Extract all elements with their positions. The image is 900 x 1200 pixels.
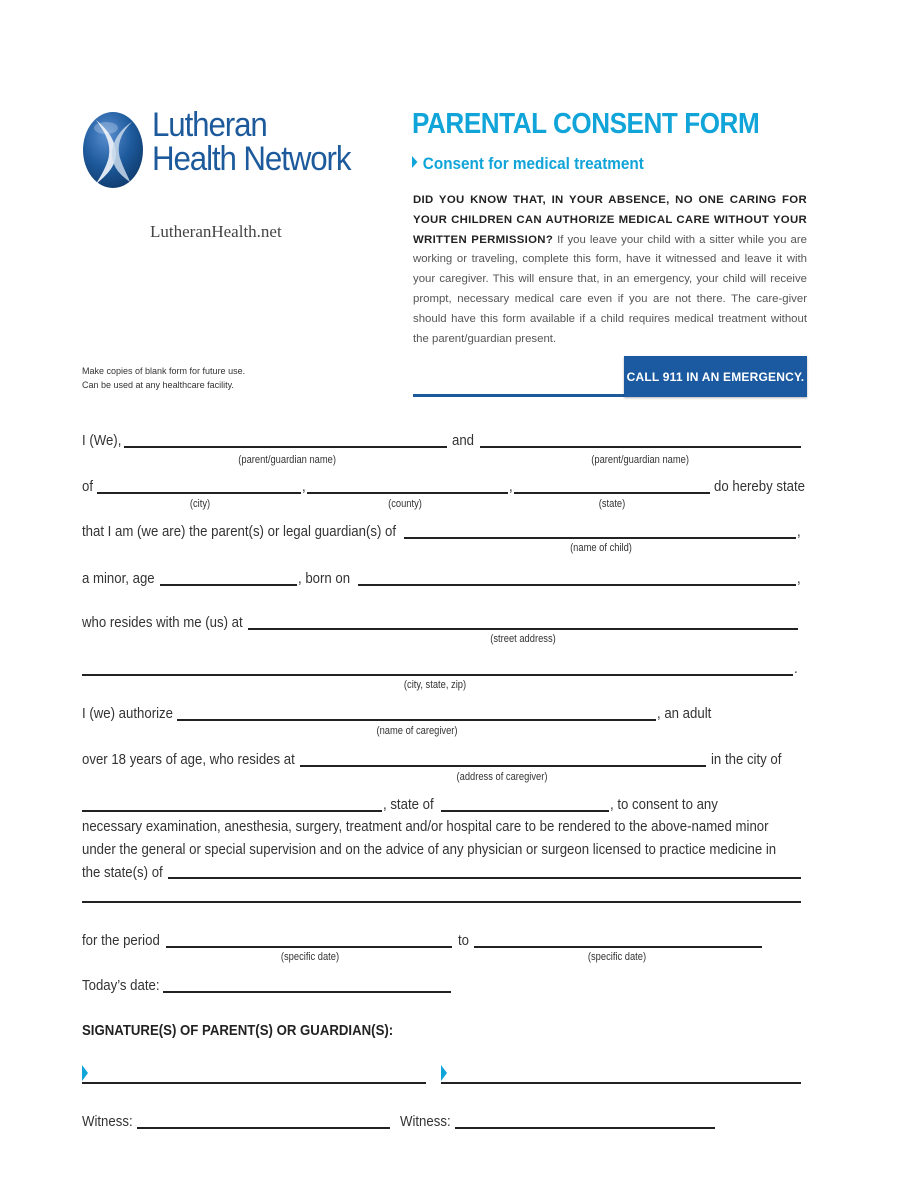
parent-guardian-name-2-field[interactable] [480,446,801,448]
parent-signature-1-field[interactable] [82,1082,426,1084]
subtitle [412,154,644,174]
caregiver-name-field[interactable] [177,719,656,721]
row7-suffix: , an adult [657,705,712,722]
arrow-right-icon [441,1065,447,1081]
row5-prefix: who resides with me (us) at [82,614,243,631]
row4-comma: , [797,570,801,587]
row7-prefix: I (we) authorize [82,705,173,722]
row8-suffix: in the city of [711,751,782,768]
state-field[interactable] [514,492,710,494]
usage-note [82,364,245,392]
witness-2-label: Witness: [400,1113,451,1130]
witness-1-field[interactable] [137,1127,390,1129]
licensed-states-field-continued[interactable] [82,901,801,903]
intro-body: If you leave your child with a sitter while you are working or traveling, complete this form, have it witnessed and leave it with your caregiver. This will ensure that, in an emergency, your child will receive prompt, necessary medical care even if you are not there. The care-giver should have this form available if a child requires medical treatment without the parent/guardian present. [413,233,807,345]
row9-suffix: , to consent to any [610,796,718,813]
consent-text-line-1: necessary examination, anesthesia, surgery, treatment and/or hospital care to be rendered to the above-named minor [82,818,769,835]
hint-address-of-caregiver: (address of caregiver) [456,771,548,783]
logo-wordmark [152,108,350,176]
row2-prefix: of [82,478,94,495]
row6-period: . [794,660,798,677]
website-link[interactable]: LutheranHealth.net [150,222,282,241]
page-title: PARENTAL CONSENT FORM [412,108,760,140]
emergency-banner: CALL 911 IN AN EMERGENCY. [624,356,807,397]
usage-note-line-1: Make copies of blank form for future use. [82,366,246,376]
parent-guardian-name-1-field[interactable] [124,446,447,448]
street-address-field[interactable] [248,628,798,630]
caregiver-city-field[interactable] [82,810,382,812]
row2-suffix: do hereby state [714,478,805,495]
lutheran-health-logo-icon [82,110,144,190]
caregiver-state-field[interactable] [441,810,609,812]
witness-1-label: Witness: [82,1113,133,1130]
logo-line-1: Lutheran [152,106,267,144]
hint-city: (city) [189,498,211,510]
row2-comma-2: , [509,478,513,495]
hint-parent-guardian-name-1: (parent/guardian name) [238,454,336,466]
row1-and: and [452,432,475,449]
intro-paragraph [413,191,807,349]
hint-street-address: (street address) [490,633,556,645]
period-start-date-field[interactable] [166,946,452,948]
hint-name-of-caregiver: (name of caregiver) [376,725,458,737]
period-end-date-field[interactable] [474,946,762,948]
subtitle-text: Consent for medical treatment [422,154,644,173]
city-field[interactable] [97,492,301,494]
caregiver-address-field[interactable] [300,765,706,767]
row2-comma-1: , [302,478,306,495]
row9-state-of: , state of [383,796,434,813]
county-field[interactable] [307,492,508,494]
row8-prefix: over 18 years of age, who resides at [82,751,295,768]
hint-specific-date-1: (specific date) [280,951,340,963]
row1-prefix: I (We), [82,432,122,449]
consent-text-line-2: under the general or special supervision and on the advice of any physician or surgeon licensed to practice medicine in [82,841,777,858]
row11-prefix: for the period [82,932,160,949]
witness-2-field[interactable] [455,1127,715,1129]
row10-prefix: the state(s) of [82,864,163,881]
age-field[interactable] [160,584,297,586]
row4-prefix: a minor, age [82,570,155,587]
row4-born-on: , born on [298,570,351,587]
todays-date-field[interactable] [163,991,451,993]
intro-bold: DID YOU KNOW THAT, IN YOUR ABSENCE, NO ONE CARING FOR YOUR CHILDREN CAN AUTHORIZE MEDICAL CARE WITHOUT YOUR WRITTEN PERMISSION? [413,194,807,246]
arrow-right-icon [82,1065,88,1081]
usage-note-line-2: Can be used at any healthcare facility. [82,380,234,390]
hint-parent-guardian-name-2: (parent/guardian name) [591,454,689,466]
signature-heading: SIGNATURE(S) OF PARENT(S) OR GUARDIAN(S): [82,1022,394,1039]
divider [413,394,633,397]
child-name-field[interactable] [404,537,796,539]
row3-comma: , [797,523,801,540]
hint-specific-date-2: (specific date) [587,951,647,963]
logo-line-2: Health Network [152,140,351,178]
arrow-right-icon [412,156,417,168]
row11-to: to [458,932,470,949]
city-state-zip-field[interactable] [82,674,793,676]
hint-county: (county) [388,498,422,510]
row3-prefix: that I am (we are) the parent(s) or legal guardian(s) of [82,523,397,540]
todays-date-label: Today’s date: [82,977,160,994]
licensed-states-field[interactable] [168,877,801,879]
hint-city-state-zip: (city, state, zip) [403,679,467,691]
birth-date-field[interactable] [358,584,796,586]
parent-signature-2-field[interactable] [441,1082,801,1084]
hint-name-of-child: (name of child) [570,542,632,554]
hint-state: (state) [598,498,626,510]
